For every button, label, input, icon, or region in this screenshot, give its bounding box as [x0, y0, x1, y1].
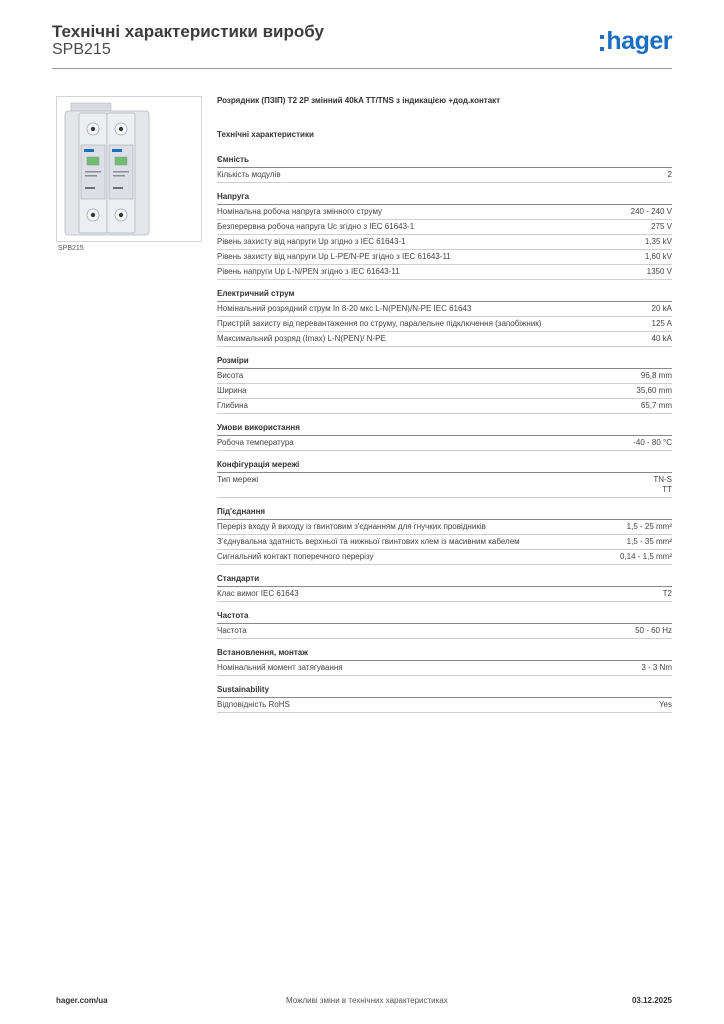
spec-group-title: Напруга — [217, 192, 672, 205]
spec-value: 1,5 - 25 mm² — [626, 522, 672, 531]
spec-group — [217, 356, 672, 414]
spec-row — [217, 302, 672, 317]
logo-text: hager — [606, 27, 672, 55]
spec-value: 65,7 mm — [640, 401, 672, 410]
spec-label: Клас вимог IEC 61643 — [217, 589, 299, 598]
spec-group — [217, 192, 672, 280]
spec-value: -40 - 80 °C — [633, 438, 672, 447]
spec-label: Робоча температура — [217, 438, 294, 447]
spec-value: 35,60 mm — [636, 386, 672, 395]
spec-value: 1350 V — [646, 267, 672, 276]
product-code: SPB215 — [52, 41, 111, 58]
hager-logo — [600, 26, 672, 56]
footer-date: 03.12.2025 — [631, 996, 672, 1005]
spec-row — [217, 265, 672, 280]
spec-row — [217, 317, 672, 332]
spec-row — [217, 587, 672, 602]
spec-row — [217, 399, 672, 414]
spec-group-title: Електричний струм — [217, 289, 672, 302]
spec-group — [217, 423, 672, 451]
spec-row — [217, 332, 672, 347]
spec-value: 40 kA — [651, 334, 672, 343]
spec-label: Ширина — [217, 386, 247, 395]
page-header — [52, 22, 672, 69]
spec-value: 1,60 kV — [644, 252, 672, 261]
spec-row — [217, 250, 672, 265]
spec-value: Yes — [658, 700, 672, 709]
spec-label: Пристрій захисту від перевантаження по струму, паралельне підключення (запобіжник) — [217, 319, 542, 328]
spec-group — [217, 289, 672, 347]
spec-label: З'єднувальна здатність верхньої та нижньої гвинтових клем із масивним кабелем — [217, 537, 520, 546]
spec-value: 1,35 kV — [644, 237, 672, 246]
spec-label: Відповідність RoHS — [217, 700, 290, 709]
spec-row — [217, 235, 672, 250]
spec-label: Номінальний момент затягування — [217, 663, 343, 672]
spec-label: Рівень захисту від напруги Up L-PE/N-PE згідно з IEC 61643-11 — [217, 252, 451, 261]
footer-notice: Можливі зміни в технічних характеристиках — [286, 996, 448, 1005]
spec-label: Рівень захисту від напруги Up згідно з IEC 61643-1 — [217, 237, 406, 246]
spec-row — [217, 520, 672, 535]
footer-website[interactable]: hager.com/ua — [56, 996, 108, 1005]
spec-group — [217, 507, 672, 565]
spec-label: Номінальна робоча напруга змінного струму — [217, 207, 383, 216]
document-title: Технічні характеристики виробу — [52, 22, 324, 41]
spec-label: Висота — [217, 371, 244, 380]
spec-group-title: Стандарти — [217, 574, 672, 587]
logo-mark-icon — [600, 35, 604, 51]
spec-value: 3 - 3 Nm — [641, 663, 672, 672]
spec-row — [217, 473, 672, 498]
spec-row — [217, 698, 672, 713]
spec-label: Переріз входу й виходу із гвинтовим з'єднанням для гнучких провідників — [217, 522, 486, 531]
spec-value: 125 A — [651, 319, 672, 328]
spec-label: Рівень напруги Up L-N/PEN згідно з IEC 61643-11 — [217, 267, 400, 276]
spec-row — [217, 661, 672, 676]
spec-value: TN-S TT — [653, 475, 672, 494]
spec-label: Сигнальний контакт поперечного перерізу — [217, 552, 374, 561]
spec-value: 1,5 - 35 mm² — [626, 537, 672, 546]
spec-group-title: Частота — [217, 611, 672, 624]
spec-group-title: Ємність — [217, 155, 672, 168]
spec-row — [217, 535, 672, 550]
spec-row — [217, 369, 672, 384]
spec-label: Глибина — [217, 401, 248, 410]
spec-group — [217, 685, 672, 713]
spec-groups — [217, 155, 672, 713]
specifications — [217, 96, 672, 713]
spec-group — [217, 648, 672, 676]
spec-row — [217, 205, 672, 220]
spec-row — [217, 624, 672, 639]
spec-label: Частота — [217, 626, 247, 635]
product-description: Розрядник (ПЗІП) Т2 2P змінний 40kA TT/TNS з індикацією +дод.контакт — [217, 96, 501, 105]
spec-group — [217, 155, 672, 183]
spec-row — [217, 436, 672, 451]
spec-group-title: Sustainability — [217, 685, 672, 698]
spec-label: Максимальний розряд (Imax) L-N(PEN)/ N-PE — [217, 334, 386, 343]
surge-arrester-icon — [57, 97, 201, 241]
spec-group — [217, 460, 672, 498]
spec-row — [217, 384, 672, 399]
spec-group-title: Конфігурація мережі — [217, 460, 672, 473]
spec-row — [217, 220, 672, 235]
spec-value: 240 - 240 V — [630, 207, 672, 216]
spec-group-title: Встановлення, монтаж — [217, 648, 672, 661]
spec-label: Безперервна робоча напруга Uc згідно з IEC 61643-1 — [217, 222, 415, 231]
spec-label: Кількість модулів — [217, 170, 281, 179]
spec-value: 0,14 - 1,5 mm² — [619, 552, 672, 561]
spec-row — [217, 168, 672, 183]
section-title: Технічні характеристики — [217, 130, 314, 139]
spec-value: 96,8 mm — [640, 371, 672, 380]
product-image-caption: SPB215 — [58, 245, 84, 252]
spec-group — [217, 574, 672, 602]
spec-value: 50 - 60 Hz — [635, 626, 672, 635]
spec-group — [217, 611, 672, 639]
spec-value: 2 — [667, 170, 672, 179]
spec-group-title: Розміри — [217, 356, 672, 369]
page-footer — [56, 996, 672, 1010]
spec-row — [217, 550, 672, 565]
product-image — [56, 96, 202, 242]
spec-label: Номінальний розрядний струм In 8-20 мкс L-N(PEN)/N-PE IEC 61643 — [217, 304, 472, 313]
spec-group-title: Умови використання — [217, 423, 672, 436]
spec-value: 275 V — [651, 222, 672, 231]
spec-value: T2 — [662, 589, 672, 598]
spec-label: Тип мережі — [217, 475, 259, 484]
spec-group-title: Під'єднання — [217, 507, 672, 520]
spec-value: 20 kA — [651, 304, 672, 313]
